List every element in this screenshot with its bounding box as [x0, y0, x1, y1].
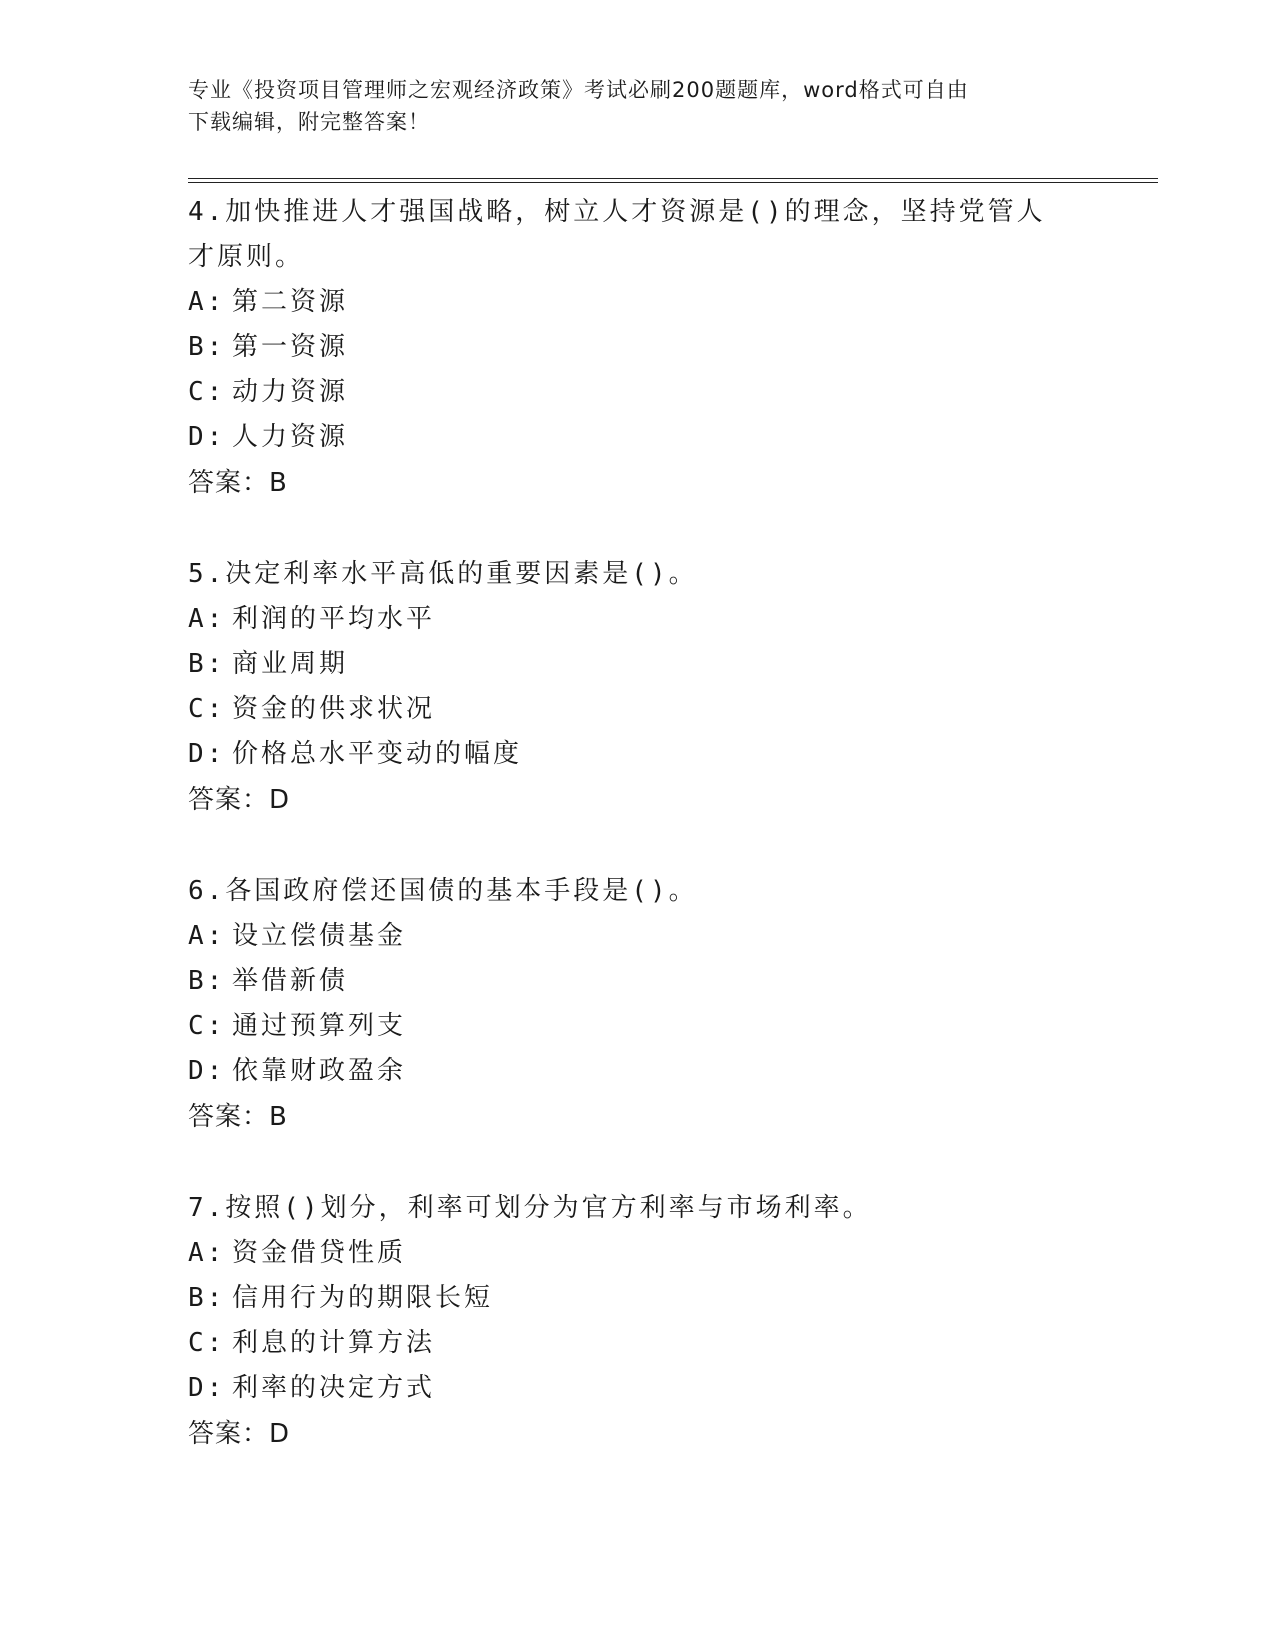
- answer-label: 答案：B: [188, 1102, 288, 1132]
- option-b: [188, 642, 1088, 687]
- option-letter: C:: [188, 1011, 226, 1041]
- option-c: [188, 1004, 1088, 1049]
- question-7: [188, 1186, 1088, 1457]
- option-text: 人力资源: [232, 422, 349, 452]
- question-text: 7.按照()划分，利率可划分为官方利率与市场利率。: [188, 1193, 872, 1223]
- answer-label: 答案：B: [188, 468, 288, 498]
- option-text: 第二资源: [232, 287, 349, 317]
- option-c: [188, 370, 1088, 415]
- option-text: 利率的决定方式: [232, 1373, 436, 1403]
- question-6: [188, 869, 1088, 1140]
- answer-label: 答案：D: [188, 785, 291, 815]
- option-text: 商业周期: [232, 649, 349, 679]
- option-letter: B:: [188, 649, 226, 679]
- option-letter: D:: [188, 1373, 226, 1403]
- option-letter: C:: [188, 694, 226, 724]
- option-text: 第一资源: [232, 332, 349, 362]
- option-text: 价格总水平变动的幅度: [232, 739, 523, 769]
- option-letter: D:: [188, 422, 226, 452]
- option-c: [188, 1321, 1088, 1366]
- question-text: 6.各国政府偿还国债的基本手段是()。: [188, 876, 698, 906]
- option-letter: D:: [188, 1056, 226, 1086]
- option-b: [188, 325, 1088, 370]
- option-a: [188, 1231, 1088, 1276]
- option-a: [188, 597, 1088, 642]
- option-text: 通过预算列支: [232, 1011, 407, 1041]
- option-letter: A:: [188, 604, 226, 634]
- question-text: 4.加快推进人才强国战略，树立人才资源是()的理念，坚持党管人才原则。: [188, 197, 1046, 272]
- document-header: [188, 74, 1088, 138]
- option-letter: D:: [188, 739, 226, 769]
- header-divider: [188, 178, 1158, 183]
- option-a: [188, 280, 1088, 325]
- option-d: [188, 415, 1088, 460]
- option-letter: B:: [188, 1283, 226, 1313]
- option-letter: A:: [188, 921, 226, 951]
- option-b: [188, 959, 1088, 1004]
- option-text: 资金借贷性质: [232, 1238, 407, 1268]
- option-letter: B:: [188, 332, 226, 362]
- option-d: [188, 732, 1088, 777]
- option-text: 资金的供求状况: [232, 694, 436, 724]
- option-letter: A:: [188, 287, 226, 317]
- option-d: [188, 1049, 1088, 1094]
- question-text: 5.决定利率水平高低的重要因素是()。: [188, 559, 698, 589]
- option-text: 动力资源: [232, 377, 349, 407]
- option-text: 利润的平均水平: [232, 604, 436, 634]
- option-letter: C:: [188, 377, 226, 407]
- option-b: [188, 1276, 1088, 1321]
- question-4: [188, 190, 1088, 506]
- option-d: [188, 1366, 1088, 1411]
- option-text: 举借新债: [232, 966, 349, 996]
- option-letter: A:: [188, 1238, 226, 1268]
- option-c: [188, 687, 1088, 732]
- option-text: 设立偿债基金: [232, 921, 407, 951]
- option-letter: C:: [188, 1328, 226, 1358]
- question-list: [188, 190, 1088, 1503]
- header-line-2: 下载编辑，附完整答案！: [188, 110, 430, 134]
- option-text: 利息的计算方法: [232, 1328, 436, 1358]
- header-line-1: 专业《投资项目管理师之宏观经济政策》考试必刷200题题库，word格式可自由: [188, 78, 969, 102]
- option-letter: B:: [188, 966, 226, 996]
- option-text: 依靠财政盈余: [232, 1056, 407, 1086]
- question-5: [188, 552, 1088, 823]
- option-text: 信用行为的期限长短: [232, 1283, 494, 1313]
- answer-label: 答案：D: [188, 1419, 291, 1449]
- option-a: [188, 914, 1088, 959]
